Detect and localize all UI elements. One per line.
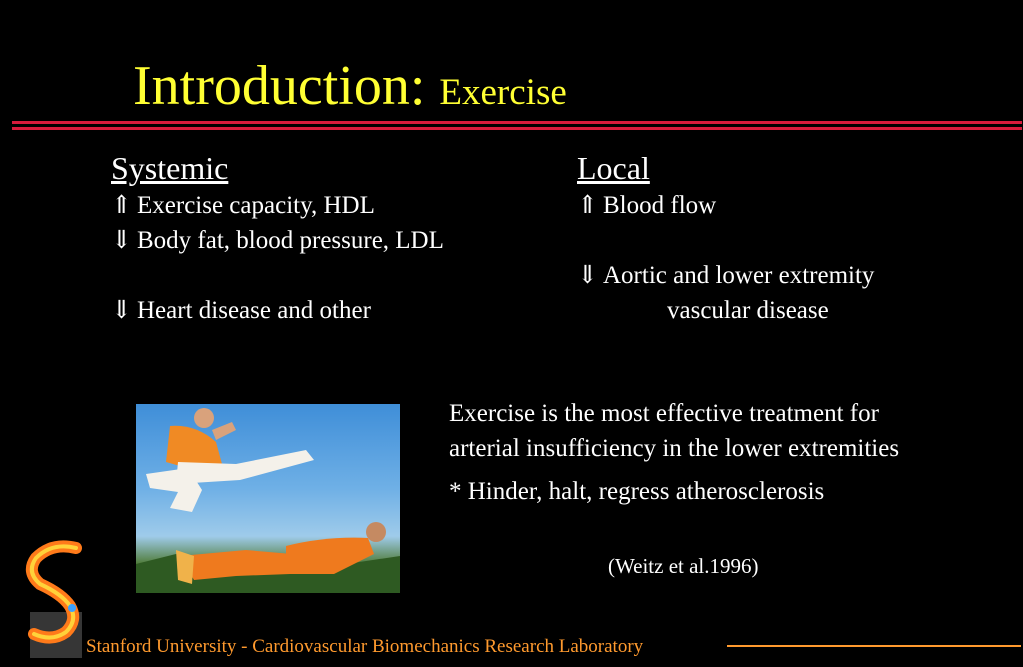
citation: (Weitz et al.1996) xyxy=(608,554,759,578)
local-item-text: Aortic and lower extremity xyxy=(603,262,875,289)
notes-line: Exercise is the most effective treatment for xyxy=(449,400,879,427)
spacer xyxy=(577,223,874,258)
title-main: Introduction: xyxy=(133,55,426,117)
up-double-arrow-icon: ⇑ xyxy=(111,192,132,219)
slide-title xyxy=(133,55,567,117)
footer-divider xyxy=(727,645,1021,647)
martial-arts-illustration xyxy=(136,404,400,593)
notes-bullet: * Hinder, halt, regress atherosclerosis xyxy=(449,478,825,505)
down-double-arrow-icon: ⇓ xyxy=(111,297,132,324)
systemic-heading: Systemic xyxy=(111,150,229,186)
local-item xyxy=(577,258,874,293)
notes-line: arterial insufficiency in the lower extremities xyxy=(449,435,900,462)
up-double-arrow-icon: ⇑ xyxy=(577,192,598,219)
local-column xyxy=(577,148,874,328)
martial-arts-photo xyxy=(136,404,400,593)
local-item-text: Blood flow xyxy=(603,192,717,219)
systemic-item xyxy=(111,223,444,258)
title-subtitle: Exercise xyxy=(439,72,567,113)
notes-block xyxy=(449,396,899,509)
spacer xyxy=(111,258,444,293)
footer-text: Stanford University - Cardiovascular Biomechanics Research Laboratory xyxy=(86,636,644,657)
systemic-item xyxy=(111,188,444,223)
systemic-column xyxy=(111,148,444,328)
local-heading: Local xyxy=(577,150,650,186)
down-double-arrow-icon: ⇓ xyxy=(111,227,132,254)
systemic-item-text: Body fat, blood pressure, LDL xyxy=(137,227,444,254)
stanford-s-logo xyxy=(22,540,92,658)
local-item xyxy=(577,188,874,223)
down-double-arrow-icon: ⇓ xyxy=(577,262,598,289)
title-divider-upper xyxy=(12,121,1022,124)
systemic-item-text: Heart disease and other xyxy=(137,297,371,324)
systemic-item xyxy=(111,293,444,328)
stanford-s-logo-mark xyxy=(22,540,92,658)
title-divider-lower xyxy=(12,127,1022,130)
systemic-item-text: Exercise capacity, HDL xyxy=(137,192,375,219)
local-item-continuation: vascular disease xyxy=(667,297,829,324)
